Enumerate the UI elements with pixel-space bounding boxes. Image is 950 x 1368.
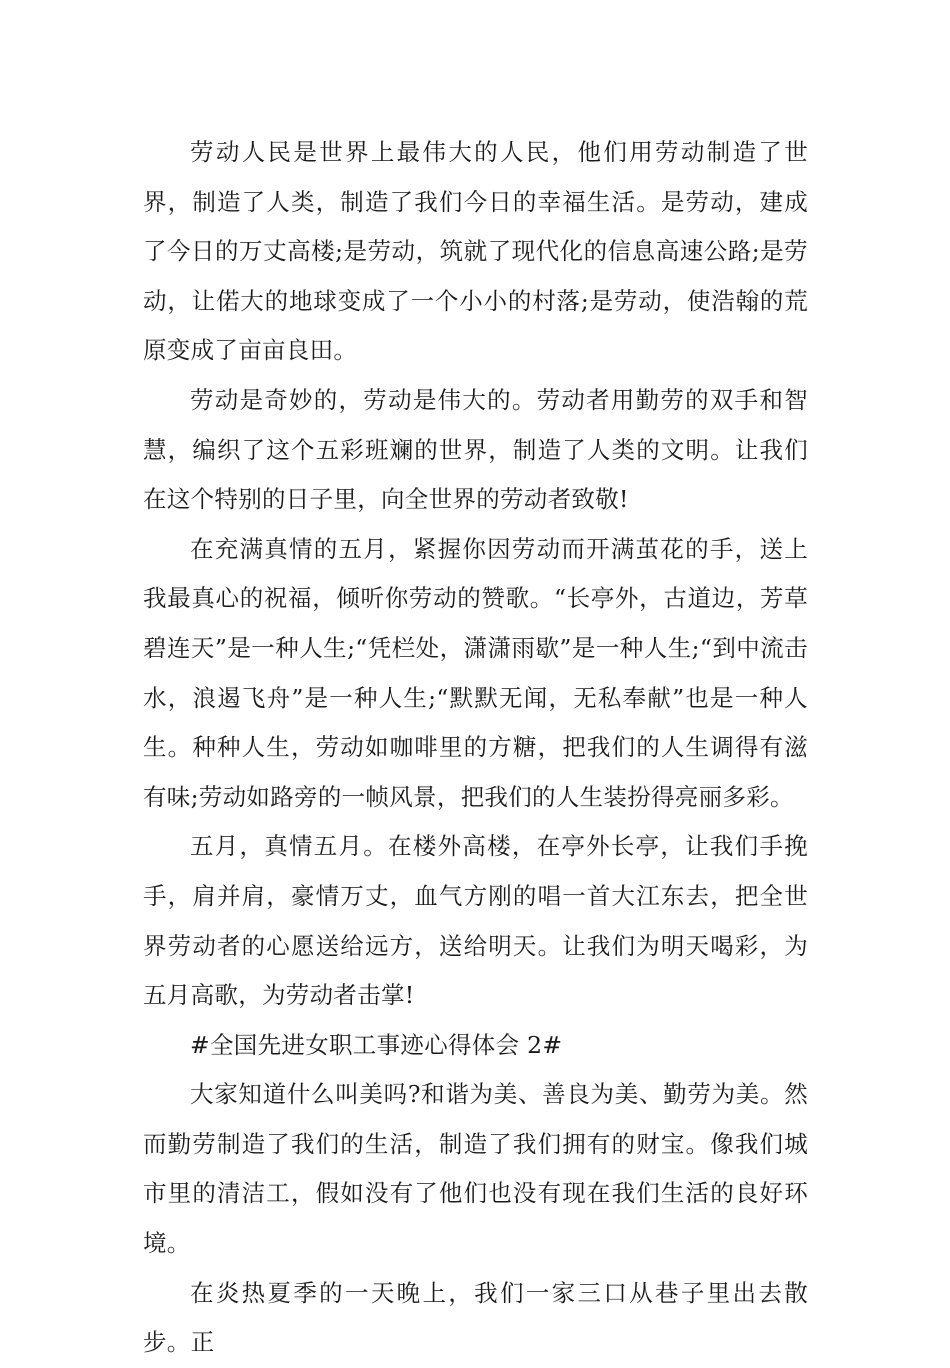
document-body xyxy=(143,128,808,1368)
paragraph-2: 劳动是奇妙的，劳动是伟大的。劳动者用勤劳的双手和智慧，编织了这个五彩班斓的世界，制造了人类的文明。让我们在这个特别的日子里，向全世界的劳动者致敬! xyxy=(143,385,808,514)
paragraph-1: 劳动人民是世界上最伟大的人民，他们用劳动制造了世界，制造了人类，制造了我们今日的幸福生活。是劳动，建成了今日的万丈高楼;是劳动，筑就了现代化的信息高速公路;是劳动，让偌大的地球变成了一个小小的村落;是劳动，使浩翰的荒原变成了亩亩良田。 xyxy=(143,138,808,365)
section-heading: #全国先进女职工事迹心得体会 2# xyxy=(190,1030,563,1059)
paragraph-3: 在充满真情的五月，紧握你因劳动而开满茧花的手，送上我最真心的祝福，倾听你劳动的赞歌。“长亭外，古道边，芳草碧连天”是一种人生;“凭栏处，潇潇雨歇”是一种人生;“到中流击水，浪遏飞舟”是一种人生;“默默无闻，无私奉献”也是一种人生。种种人生，劳动如咖啡里的方糖，把我们的人生调得有滋有味;劳动如路旁的一帧风景，把我们的人生装扮得亮丽多彩。 xyxy=(143,534,808,811)
paragraph-6: 在炎热夏季的一天晚上，我们一家三口从巷子里出去散步。正 xyxy=(143,1278,808,1357)
paragraph-5: 大家知道什么叫美吗?和谐为美、善良为美、勤劳为美。然而勤劳制造了我们的生活，制造了我们拥有的财宝。像我们城市里的清洁工，假如没有了他们也没有现在我们生活的良好环境。 xyxy=(143,1080,808,1258)
paragraph-4: 五月，真情五月。在楼外高楼，在亭外长亭，让我们手挽手，肩并肩，豪情万丈，血气方刚的唱一首大江东去，把全世界劳动者的心愿送给远方，送给明天。让我们为明天喝彩，为五月高歌，为劳动者击掌! xyxy=(143,832,808,1010)
